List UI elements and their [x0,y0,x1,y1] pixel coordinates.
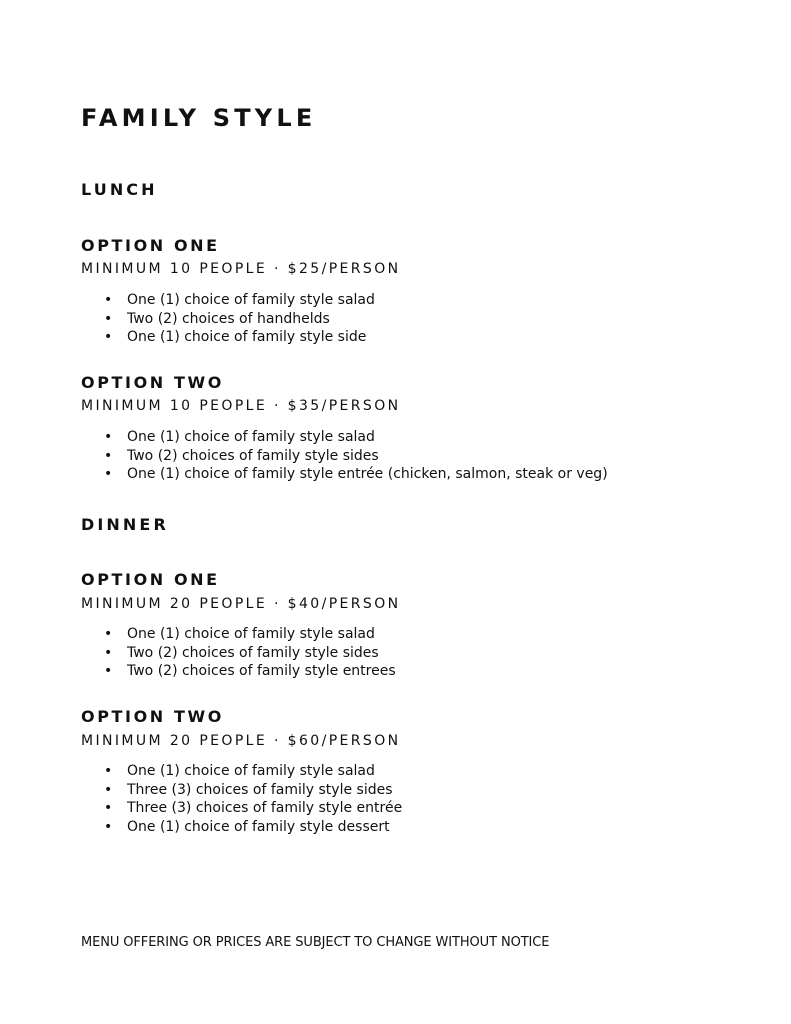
lunch-option-one-list [104,291,375,347]
list-item [104,465,608,484]
list-item-text: One (1) choice of family style side [127,329,367,346]
list-item-text: Two (2) choices of family style sides [127,447,379,464]
list-item-text: One (1) choice of family style dessert [127,819,390,836]
dinner-heading: DINNER [81,515,169,534]
list-item-text: Three (3) choices of family style entrée [127,800,403,817]
bullet-icon: • [104,310,113,327]
list-item [104,781,402,800]
list-item [104,310,375,329]
list-item-text: Three (3) choices of family style sides [127,781,393,798]
bullet-icon: • [104,626,113,642]
list-item-text: One (1) choice of family style salad [127,763,375,779]
lunch-heading: LUNCH [81,180,158,199]
dinner-option-one-price: MINIMUM 20 PEOPLE · $40/PERSON [81,596,401,612]
list-item [104,328,375,347]
list-item-text: Two (2) choices of handhelds [127,310,330,327]
bullet-icon: • [104,292,113,308]
page-title: FAMILY STYLE [81,104,317,132]
bullet-icon: • [104,663,113,680]
list-item [104,818,402,837]
lunch-option-one-price: MINIMUM 10 PEOPLE · $25/PERSON [81,261,401,277]
list-item-text: Two (2) choices of family style entrees [127,663,396,680]
bullet-icon: • [104,800,113,817]
list-item [104,762,402,781]
dinner-option-one-name: OPTION ONE [81,570,220,589]
bullet-icon: • [104,644,113,661]
list-item [104,799,402,818]
list-item [104,447,608,466]
lunch-option-two-name: OPTION TWO [81,373,224,392]
bullet-icon: • [104,466,113,483]
list-item-text: One (1) choice of family style salad [127,626,375,642]
lunch-option-one-name: OPTION ONE [81,236,220,255]
bullet-icon: • [104,763,113,779]
dinner-option-two-list [104,762,402,837]
list-item [104,291,375,310]
list-item-text: Two (2) choices of family style sides [127,644,379,661]
bullet-icon: • [104,329,113,346]
bullet-icon: • [104,819,113,836]
bullet-icon: • [104,447,113,464]
list-item [104,662,396,681]
dinner-option-two-price: MINIMUM 20 PEOPLE · $60/PERSON [81,733,401,749]
dinner-option-two-name: OPTION TWO [81,707,224,726]
list-item-text: One (1) choice of family style salad [127,292,375,308]
bullet-icon: • [104,781,113,798]
list-item [104,644,396,663]
list-item [104,625,396,644]
lunch-option-two-list [104,428,608,484]
lunch-option-two-price: MINIMUM 10 PEOPLE · $35/PERSON [81,398,401,414]
list-item [104,428,608,447]
footer-disclaimer: MENU OFFERING OR PRICES ARE SUBJECT TO CHANGE WITHOUT NOTICE [81,935,550,950]
list-item-text: One (1) choice of family style salad [127,429,375,445]
list-item-text: One (1) choice of family style entrée (chicken, salmon, steak or veg) [127,466,608,483]
dinner-option-one-list [104,625,396,681]
bullet-icon: • [104,429,113,445]
